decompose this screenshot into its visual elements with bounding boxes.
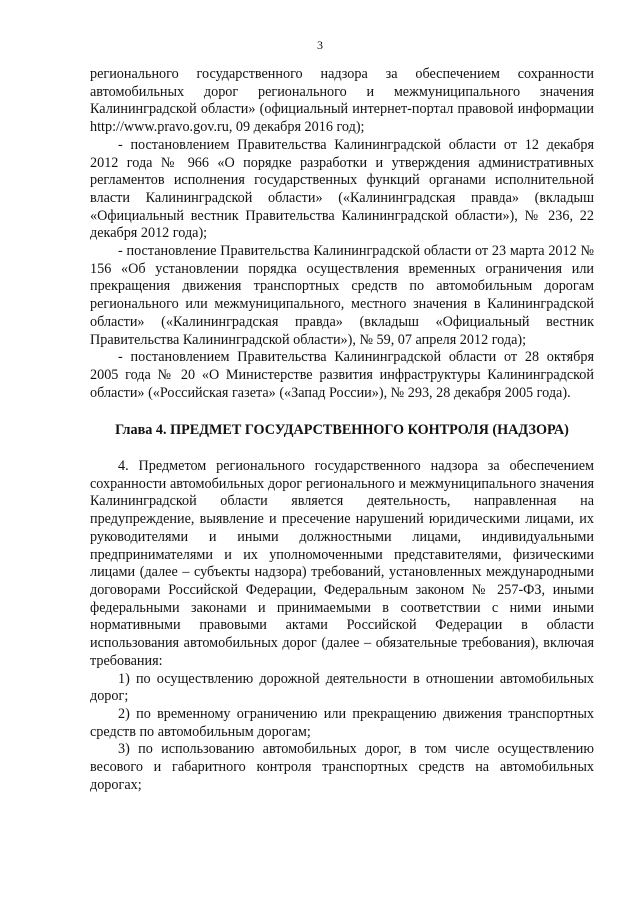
list-item-2: 2) по временному ограничению или прекращению движения транспортных средств по автомобильным дорогам; [90,705,594,740]
document-body [90,66,594,794]
list-item-1: 1) по осуществлению дорожной деятельности в отношении автомобильных дорог; [90,670,594,705]
paragraph-item-4: 4. Предметом регионального государственного надзора за обеспечением сохранности автомобильных дорог регионального и межмуниципального значения Калининградской области является деятельность, направленная на предупреждение, выявление и пресечение нарушений юридическими лицами, их руководителями и иными должностными лицами, индивидуальными предпринимателями и их уполномоченными представителями, физическими лицами (далее – субъекты надзора) требований, установленных международными договорами Российской Федерации, Федеральным законом № 257-ФЗ, иными федеральными законами и принимаемыми в соответствии с ними иными нормативными правовыми актами Российской Федерации в области использования автомобильных дорог (далее – обязательные требования), включая требования: [90,458,594,669]
paragraph-resolution-966: - постановлением Правительства Калининградской области от 12 декабря 2012 года № 966 «О порядке разработки и утверждения административных регламентов исполнения государственных функций органами исполнительной власти Калининградской области» («Калининградская правда» (вкладыш «Официальный вестник Правительства Калининградской области»), № 236, 22 декабря 2012 года); [90,136,594,242]
page-number: 3 [317,38,323,52]
chapter-heading: Глава 4. ПРЕДМЕТ ГОСУДАРСТВЕННОГО КОНТРОЛЯ (НАДЗОРА) [115,422,569,439]
paragraph-resolution-20: - постановлением Правительства Калининградской области от 28 октября 2005 года № 20 «О Министерстве развития инфраструктуры Калининградской области» («Российская газета» («Запад России»), № 293, 28 декабря 2005 года). [90,349,594,401]
paragraph-resolution-156: - постановление Правительства Калининградской области от 23 марта 2012 № 156 «Об установлении порядка осуществления временных ограничения или прекращения движения транспортных средств по автомобильным дорогам регионального или межмуниципального, местного значения в Калининградской области» («Калининградская правда» (вкладыш «Официальный вестник Правительства Калининградской области»), № 59, 07 апреля 2012 года); [90,243,594,348]
list-item-3: 3) по использованию автомобильных дорог, в том числе осуществлению весового и габаритного контроля транспортных средств на автомобильных дорогах; [90,741,594,793]
paragraph-continuation: регионального государственного надзора за обеспечением сохранности автомобильных дорог регионального и межмуниципального значения Калининградской области» (официальный интернет-портал правовой информации http://www.pravo.gov.ru, 09 декабря 2016 год); [90,66,594,136]
